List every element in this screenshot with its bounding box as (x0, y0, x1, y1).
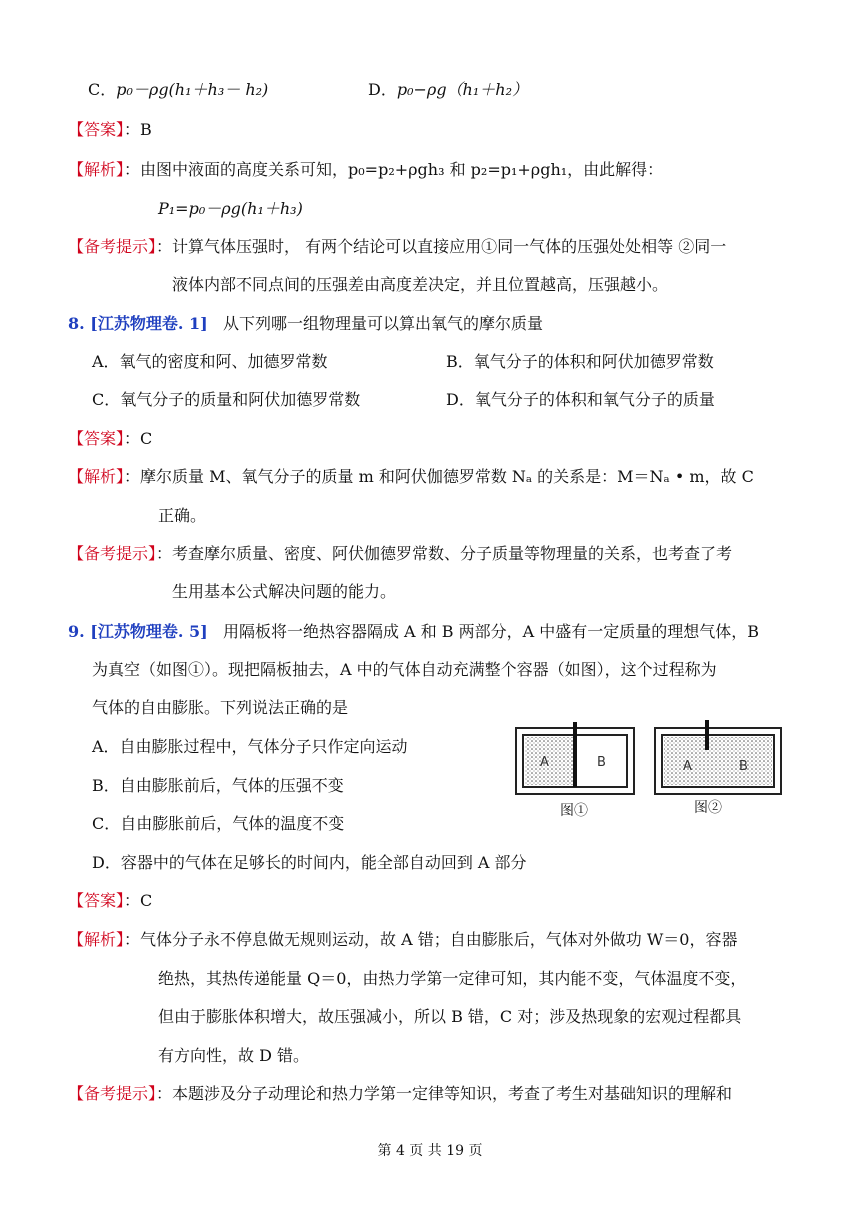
q8-tip-line2: 生用基本公式解决问题的能力。 (172, 582, 397, 601)
q7-option-d: D．p₀−ρg（h₁＋h₂） (368, 80, 528, 99)
tip-tag: 【备考提示】 (68, 237, 157, 256)
q8-analysis: 【解析】：摩尔质量 M、氧气分子的质量 m 和阿伏伽德罗常数 Nₐ 的关系是：M＝Nₐ • m，故 C (68, 467, 754, 486)
analysis-tag: 【解析】 (68, 467, 125, 486)
q9-analysis: 【解析】：气体分子永不停息做无规则运动，故 A 错；自由膨胀后，气体对外做功 W＝0，容器 (68, 930, 738, 949)
q8-question: 8. [江苏物理卷. 1] 从下列哪一组物理量可以算出氧气的摩尔质量 (68, 314, 543, 333)
tip-tag: 【备考提示】 (68, 544, 157, 563)
q7-analysis-line2: P₁=p₀－ρg(h₁＋h₃) (158, 199, 303, 218)
q8-number: 8. [江苏物理卷. 1] (68, 314, 208, 333)
figure-1-container (516, 722, 634, 794)
q9-option-c: C．自由膨胀前后，气体的温度不变 (92, 814, 345, 833)
q9-answer: 【答案】：C (68, 891, 153, 910)
q9-analysis-line3: 但由于膨胀体积增大，故压强减小，所以 B 错，C 对；涉及热现象的宏观过程都具 (158, 1007, 742, 1026)
page-footer: 第 4 页 共 19 页 (377, 1143, 483, 1159)
answer-tag: 【答案】 (68, 891, 125, 910)
figure-2-label-b: B (739, 759, 748, 774)
q8-option-c: C．氧气分子的质量和阿伏加德罗常数 (92, 390, 361, 409)
q9-question: 9. [江苏物理卷. 5] 用隔板将一绝热容器隔成 A 和 B 两部分，A 中盛有一定质量的理想气体，B (68, 622, 760, 641)
q7-analysis: 【解析】：由图中液面的高度关系可知，p₀=p₂+ρgh₃ 和 p₂=p₁+ρgh₁，由此解得： (68, 160, 664, 179)
answer-tag: 【答案】 (68, 120, 125, 139)
q8-option-a: A．氧气的密度和阿、加德罗常数 (92, 352, 328, 371)
q8-tip: 【备考提示】：考查摩尔质量、密度、阿伏伽德罗常数、分子质量等物理量的关系，也考查了考 (68, 544, 733, 563)
figure-2-caption: 图② (694, 800, 722, 816)
analysis-tag: 【解析】 (68, 930, 125, 949)
q9-number: 9. [江苏物理卷. 5] (68, 622, 208, 641)
figure-1-label-b: B (597, 755, 606, 770)
q9-stem-line2: 为真空（如图①）。现把隔板抽去，A 中的气体自动充满整个容器（如图），这个过程称为 (92, 660, 717, 679)
q7-answer: 【答案】：B (68, 120, 152, 139)
q8-answer: 【答案】：C (68, 429, 153, 448)
q9-analysis-line2: 绝热，其热传递能量 Q＝0，由热力学第一定律可知，其内能不变，气体温度不变， (158, 969, 747, 988)
q9-figures (515, 720, 795, 800)
figure-1-caption: 图① (560, 803, 588, 819)
q7-tip-line2: 液体内部不同点间的压强差由高度差决定，并且位置越高，压强越小。 (172, 275, 669, 294)
q9-tip: 【备考提示】：本题涉及分子动理论和热力学第一定律等知识，考查了考生对基础知识的理解和 (68, 1084, 733, 1103)
figure-2-label-a: A (683, 759, 692, 774)
figure-2-container (655, 720, 781, 794)
analysis-tag: 【解析】 (68, 160, 125, 179)
q9-option-b: B．自由膨胀前后，气体的压强不变 (92, 776, 344, 795)
q8-option-b: B．氧气分子的体积和阿伏加德罗常数 (446, 352, 714, 371)
q9-analysis-line4: 有方向性，故 D 错。 (158, 1046, 310, 1065)
q9-stem-line3: 气体的自由膨胀。下列说法正确的是 (92, 698, 349, 717)
q9-option-d: D．容器中的气体在足够长的时间内，能全部自动回到 A 部分 (92, 853, 527, 872)
q8-analysis-line2: 正确。 (158, 506, 207, 525)
q7-tip: 【备考提示】：计算气体压强时， 有两个结论可以直接应用①同一气体的压强处处相等 ②同一 (68, 237, 727, 256)
q8-option-d: D．氧气分子的体积和氧气分子的质量 (446, 390, 715, 409)
q9-option-a: A．自由膨胀过程中，气体分子只作定向运动 (92, 737, 408, 756)
answer-tag: 【答案】 (68, 429, 125, 448)
q7-option-c: C．p₀－ρg(h₁＋h₃－ h₂) (88, 80, 269, 99)
figure-1-label-a: A (540, 755, 549, 770)
tip-tag: 【备考提示】 (68, 1084, 157, 1103)
